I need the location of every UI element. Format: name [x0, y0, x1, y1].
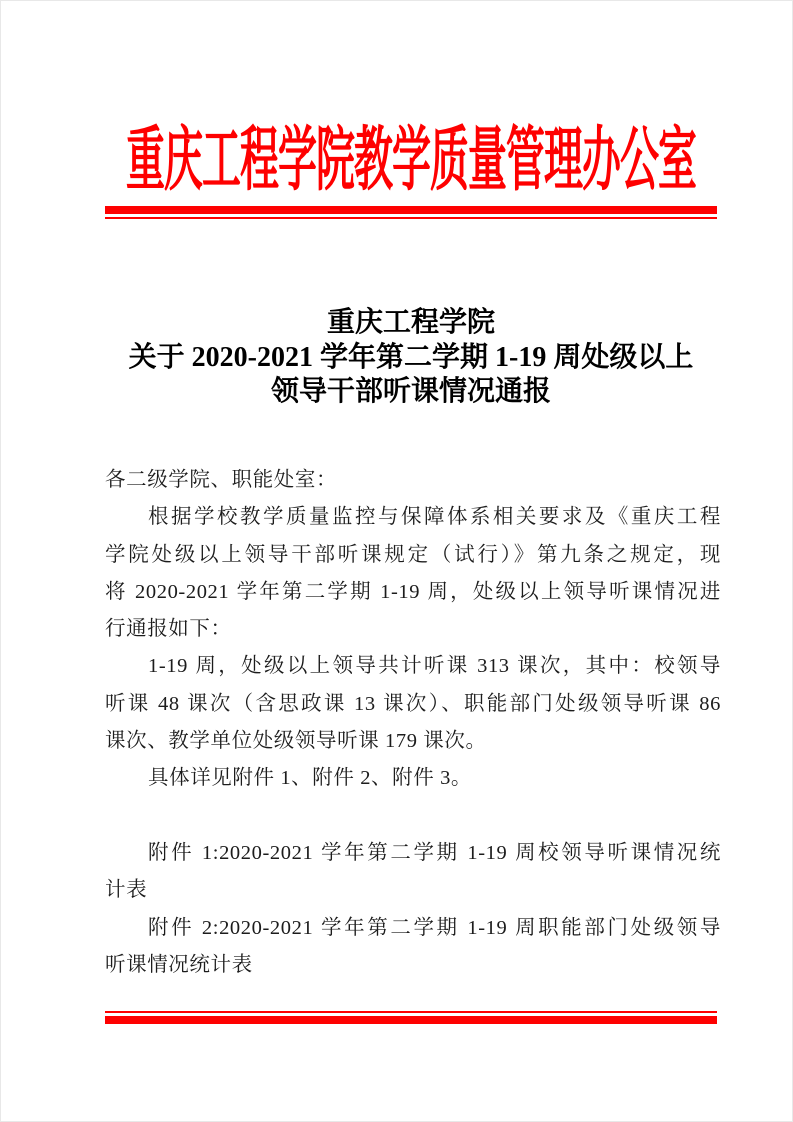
document-body	[105, 462, 721, 984]
bottom-separator	[105, 1011, 717, 1024]
body-line: 听课 48 课次（含思政课 13 课次）、职能部门处级领导听课 86	[105, 692, 721, 715]
thin-rule	[105, 1011, 717, 1013]
body-line: 将 2020-2021 学年第二学期 1-19 周，处级以上领导听课情况进	[105, 580, 721, 603]
top-separator	[105, 206, 717, 219]
document-title-line: 重庆工程学院	[326, 307, 495, 338]
body-blank-line	[105, 798, 721, 835]
document-title-line: 领导干部听课情况通报	[270, 376, 551, 407]
thin-rule	[105, 217, 717, 219]
body-line: 各二级学院、职能处室：	[105, 469, 338, 491]
body-line: 行通报如下：	[105, 618, 232, 641]
body-line: 课次、教学单位处级领导听课 179 课次。	[105, 730, 487, 753]
body-line: 听课情况统计表	[105, 953, 253, 976]
body-line: 计表	[105, 879, 148, 902]
document-title	[91, 306, 731, 410]
thick-rule	[105, 206, 717, 214]
body-line: 根据学校教学质量监控与保障体系相关要求及《重庆工程	[148, 506, 721, 529]
body-line: 附件 1:2020-2021 学年第二学期 1-19 周校领导听课情况统	[148, 841, 721, 864]
body-line: 1-19 周，处级以上领导共计听课 313 课次，其中：校领导	[148, 655, 721, 678]
thick-rule	[105, 1016, 717, 1024]
letterhead-title: 重庆工程学院教学质量管理办公室	[126, 119, 696, 199]
body-line: 具体详见附件 1、附件 2、附件 3。	[148, 767, 473, 790]
body-line: 学院处级以上领导干部听课规定（试行）》第九条之规定，现	[105, 543, 721, 566]
letterhead	[105, 111, 717, 199]
document-title-line: 关于 2020-2021 学年第二学期 1-19 周处级以上	[128, 341, 694, 373]
body-line: 附件 2:2020-2021 学年第二学期 1-19 周职能部门处级领导	[148, 916, 721, 939]
